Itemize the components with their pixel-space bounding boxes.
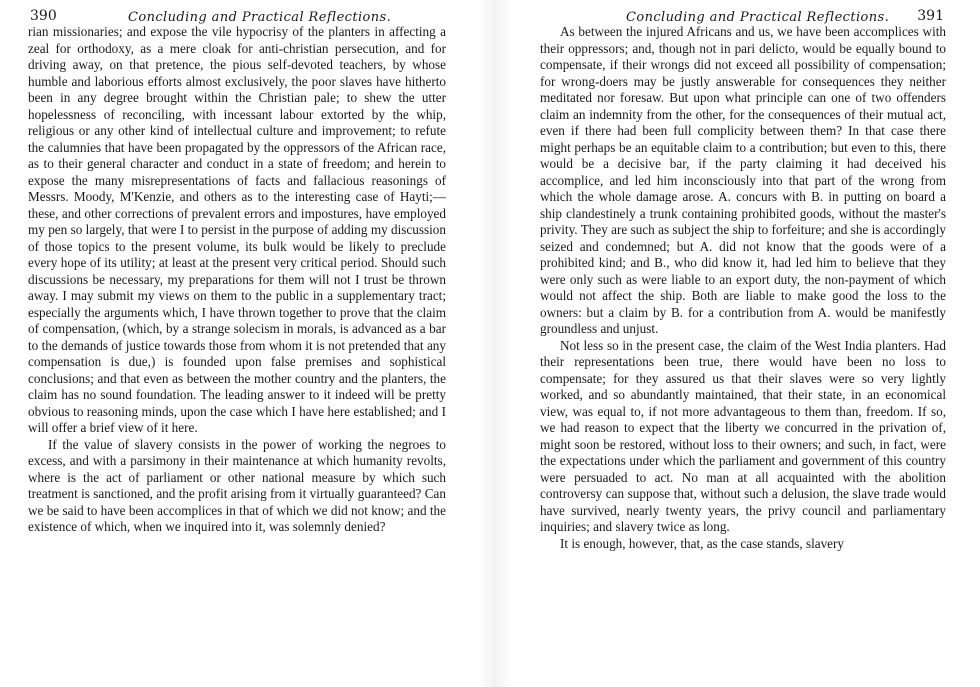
right-running-head: Concluding and Practical Reflections. <box>626 10 890 25</box>
left-page-number: 390 <box>30 8 57 24</box>
right-page <box>540 0 946 687</box>
left-running-head: Concluding and Practical Reflections. <box>128 10 392 25</box>
right-paragraph-2: Not less so in the present case, the claim of the West India planters. Had their representations been true, there would have been no loss to compensate; for they assured us that their slaves were so very lightly worked, and so abundantly maintained, that their state, in an economical view, was equal to, if not more advantageous to them than, freedom. If so, we had reason to expect that the liberty we concurred in the privation of, might soon be restored, without loss to their owners; and such, in fact, were the expectations under which the parliament and government of this country were persuaded to act. No man at all acquainted with the abolition controversy can suppose that, without such a delusion, the slave trade would have survived, nearly twenty years, the privy council and parliamentary inquiries; and slavery twice as long. <box>540 337 946 534</box>
right-page-body <box>540 24 946 552</box>
right-paragraph-3: It is enough, however, that, as the case stands, slavery <box>560 535 845 551</box>
book-gutter <box>478 0 512 687</box>
left-page <box>28 0 446 687</box>
right-paragraph-1: As between the injured Africans and us, we have been accomplices with their oppressors; and, though not in pari delicto, would be equally bound to compensate, if their wrongs did not exceed all possibility of compensation; for wrong-doers may be justly answerable for consequences they neither meditated nor foresaw. But upon what principle can one of two offenders claim an indemnity from the other, for the consequences of their mutual act, even if there had been full complicity between them? In that case there might perhaps be an equitable claim to a contribution; but even to this, there would be a decisive bar, if the party claiming it had deceived his accomplice, and led him inconsciously into that part of the wrong from which the whole damage arose. A. concurs with B. in putting on board a ship clandestinely a trunk containing prohibited goods, without the master's privity. They are such as subject the ship to forfeiture; and she is accordingly seized and condemned; but A. did not know that the goods were of a prohibited kind; and B., who did know it, had led him to believe that they were only such as were liable to an export duty, the non-payment of which would not affect the ship. Both are liable to make good the loss to the owners: but a claim by B. for a contribution from A. would be manifestly groundless and unjust. <box>540 24 946 336</box>
right-page-number: 391 <box>917 8 944 24</box>
left-paragraph-1: rian missionaries; and expose the vile hypocrisy of the planters in affecting a zeal for orthodoxy, as a mere cloak for anti-christian persecution, and for driving away, on that pretence, the pious self-devoted teachers, by whose humble and laborious efforts almost exclusively, the poor slaves have hitherto been in any degree brought within the Christian pale; to shew the utter hopelessness of reconciling, with incessant labour extorted by the whip, religious or any other kind of intellectual culture and improvement; to refute the calumnies that have been propagated by the oppressors of the African race, as to their general character and conduct in a state of freedom; and herein to expose the many misrepresentations of facts and fallacious reasonings of Messrs. Moody, M'Kenzie, and others as to the interesting case of Hayti;— these, and other corrections of prevalent errors and impostures, have employed my pen so largely, that were I to persist in the purpose of adding my discussion of those topics to the present volume, its bulk would be likely to preclude every hope of its utility; at least at the present very critical period. Should such discussions be necessary, my preparations for them will not I trust be thrown away. I may submit my views on them to the public in a supplementary tract; especially the arguments which, I have thrown together to prove that the claim of compensation, (which, by a strange solecism in morals, is advanced as a bar to the demands of justice towards those from whom it is not pretended that any compensation is due,) is founded upon false premises and sophistical conclusions; and that even as between the mother country and the planters, the claim has no sound foundation. The leading answer to it indeed will be pretty obvious to reasoning minds, upon the case which I have here established; and I will offer a brief view of it here. <box>28 24 446 435</box>
right-page-header <box>540 0 946 24</box>
left-paragraph-2: If the value of slavery consists in the power of working the negroes to excess, and with a parsimony in their maintenance at which humanity revolts, where is the act of parliament or other national measure by which such treatment is sanctioned, and the profit arising from it virtually guaranteed? Can we be said to have been accomplices in that of which we did not know; and the existence of which, when we inquired into it, was solemnly denied? <box>28 436 446 534</box>
left-page-body <box>28 24 446 536</box>
left-page-header <box>28 0 446 24</box>
